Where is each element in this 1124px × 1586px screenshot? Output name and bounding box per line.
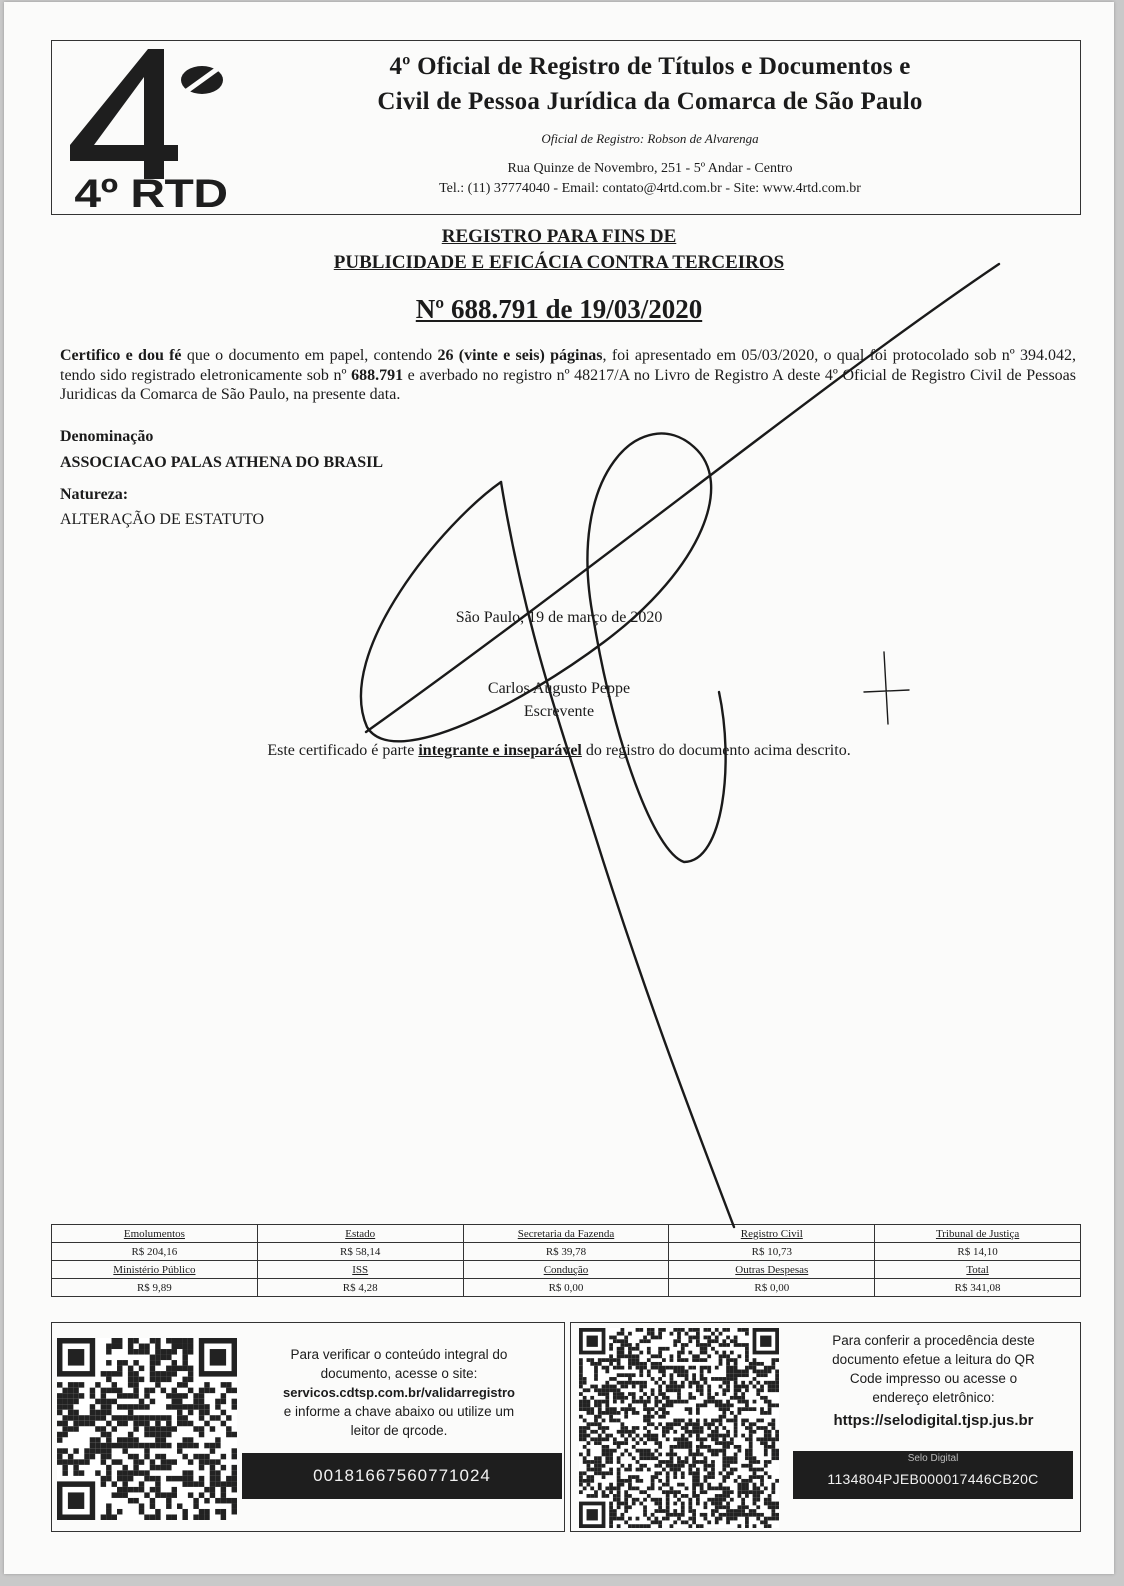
fee-label: Estado bbox=[257, 1225, 463, 1243]
certificate-text bbox=[60, 346, 1076, 405]
fee-label: Emolumentos bbox=[52, 1225, 258, 1243]
certificate-text-part2: , foi apresentado em 05/03/2020, o qual foi protocolado sob nº 394.042, tendo sido registrado eletronicamente sob nº bbox=[60, 347, 1077, 384]
page-count: 26 (vinte e seis) páginas bbox=[437, 347, 603, 364]
fee-label: Tribunal de Justiça bbox=[875, 1225, 1081, 1243]
registration-heading bbox=[4, 224, 1114, 276]
integral-emphasis: integrante e inseparável bbox=[418, 742, 582, 759]
seal-code: 1134804PJEB000017446CB20C bbox=[827, 1471, 1039, 1487]
verification-note bbox=[244, 1345, 554, 1440]
office-contact: Tel.: (11) 37774040 - Email: contato@4rtd.com.br - Site: www.4rtd.com.br bbox=[439, 181, 861, 196]
fees-label-row bbox=[52, 1225, 1081, 1243]
verify-line1: Para verificar o conteúdo integral do bbox=[290, 1347, 508, 1362]
integral-after: do registro do documento acima descrito. bbox=[581, 742, 851, 759]
verification-qr-code[interactable] bbox=[57, 1338, 237, 1520]
signer-name: Carlos Augusto Peppe bbox=[487, 680, 631, 697]
certify-lead: Certifico e dou fé bbox=[60, 347, 182, 364]
fees-value-row bbox=[52, 1243, 1081, 1261]
seal-line4: endereço eletrônico: bbox=[872, 1390, 995, 1405]
office-name-line2: Civil de Pessoa Jurídica da Comarca de São Paulo bbox=[377, 88, 923, 115]
office-info bbox=[230, 49, 1070, 199]
denomination-label: Denominação bbox=[60, 428, 154, 445]
registration-number-inline: 688.791 bbox=[351, 366, 404, 384]
fee-label: Secretaria da Fazenda bbox=[463, 1225, 669, 1243]
certificate-text-part3: e averbado no registro nº 48217/A no Livro de Registro A deste 4º Oficial de Registro Civil de Pessoas Juridicas da Comarca de São Paulo, na presente data. bbox=[60, 366, 1077, 403]
fee-label: Total bbox=[875, 1261, 1081, 1279]
verification-key: 00181667560771024 bbox=[242, 1453, 562, 1499]
verification-box bbox=[51, 1322, 565, 1532]
digital-seal-qr-code[interactable] bbox=[579, 1328, 779, 1528]
integral-before: Este certificado é parte bbox=[267, 742, 419, 759]
place-date: São Paulo, 19 de março de 2020 bbox=[455, 609, 663, 626]
fee-label: ISS bbox=[257, 1261, 463, 1279]
certificate-text-part1: que o documento em papel, contendo bbox=[181, 347, 438, 364]
seal-line1: Para conferir a procedência deste bbox=[832, 1333, 1035, 1348]
fee-value: R$ 4,28 bbox=[257, 1279, 463, 1297]
fee-value: R$ 39,78 bbox=[463, 1243, 669, 1261]
fee-label: Outras Despesas bbox=[669, 1261, 875, 1279]
fee-value: R$ 204,16 bbox=[52, 1243, 258, 1261]
registrar-name: Oficial de Registro: Robson de Alvarenga bbox=[541, 131, 759, 146]
fee-value: R$ 10,73 bbox=[669, 1243, 875, 1261]
verify-site-link[interactable]: servicos.cdtsp.com.br/validarregistro bbox=[283, 1385, 515, 1400]
denomination-value: ASSOCIACAO PALAS ATHENA DO BRASIL bbox=[60, 454, 384, 471]
logo-text: 4º RTD bbox=[74, 171, 229, 211]
fees-label-row bbox=[52, 1261, 1081, 1279]
fee-value: R$ 58,14 bbox=[257, 1243, 463, 1261]
digital-seal-box bbox=[570, 1322, 1081, 1532]
verify-line4: leitor de qrcode. bbox=[350, 1423, 448, 1438]
signer-role: Escrevente bbox=[523, 703, 595, 720]
fees-table bbox=[51, 1224, 1081, 1297]
fee-label: Condução bbox=[463, 1261, 669, 1279]
seal-code-box bbox=[793, 1451, 1073, 1499]
seal-line3: Code impresso ou acesse o bbox=[849, 1371, 1018, 1386]
heading-line1: REGISTRO PARA FINS DE bbox=[441, 226, 677, 247]
fee-value: R$ 341,08 bbox=[875, 1279, 1081, 1297]
header-box bbox=[51, 40, 1081, 215]
office-name-line1: 4º Oficial de Registro de Títulos e Documentos e bbox=[389, 53, 911, 80]
nature-label: Natureza: bbox=[60, 486, 129, 503]
heading-line2: PUBLICIDADE E EFICÁCIA CONTRA TERCEIROS bbox=[333, 252, 785, 273]
registration-number: Nº 688.791 de 19/03/2020 bbox=[415, 294, 703, 324]
seal-line2: documento efetue a leitura do QR bbox=[832, 1352, 1035, 1367]
fee-value: R$ 0,00 bbox=[669, 1279, 875, 1297]
integral-statement bbox=[4, 742, 1114, 760]
verify-line3: e informe a chave abaixo ou utilize um bbox=[283, 1404, 515, 1419]
office-logo bbox=[60, 45, 230, 211]
document-page bbox=[4, 2, 1114, 1574]
fees-value-row bbox=[52, 1279, 1081, 1297]
fee-label: Registro Civil bbox=[669, 1225, 875, 1243]
seal-label: Selo Digital bbox=[907, 1453, 959, 1464]
fee-label: Ministério Público bbox=[52, 1261, 258, 1279]
fee-value: R$ 0,00 bbox=[463, 1279, 669, 1297]
seal-site-link[interactable]: https://selodigital.tjsp.jus.br bbox=[833, 1412, 1034, 1429]
fee-value: R$ 9,89 bbox=[52, 1279, 258, 1297]
seal-note bbox=[791, 1331, 1076, 1430]
nature-value: ALTERAÇÃO DE ESTATUTO bbox=[60, 511, 265, 528]
verify-line2: documento, acesse o site: bbox=[320, 1366, 478, 1381]
office-address: Rua Quinze de Novembro, 251 - 5º Andar - Centro bbox=[507, 161, 793, 176]
fee-value: R$ 14,10 bbox=[875, 1243, 1081, 1261]
